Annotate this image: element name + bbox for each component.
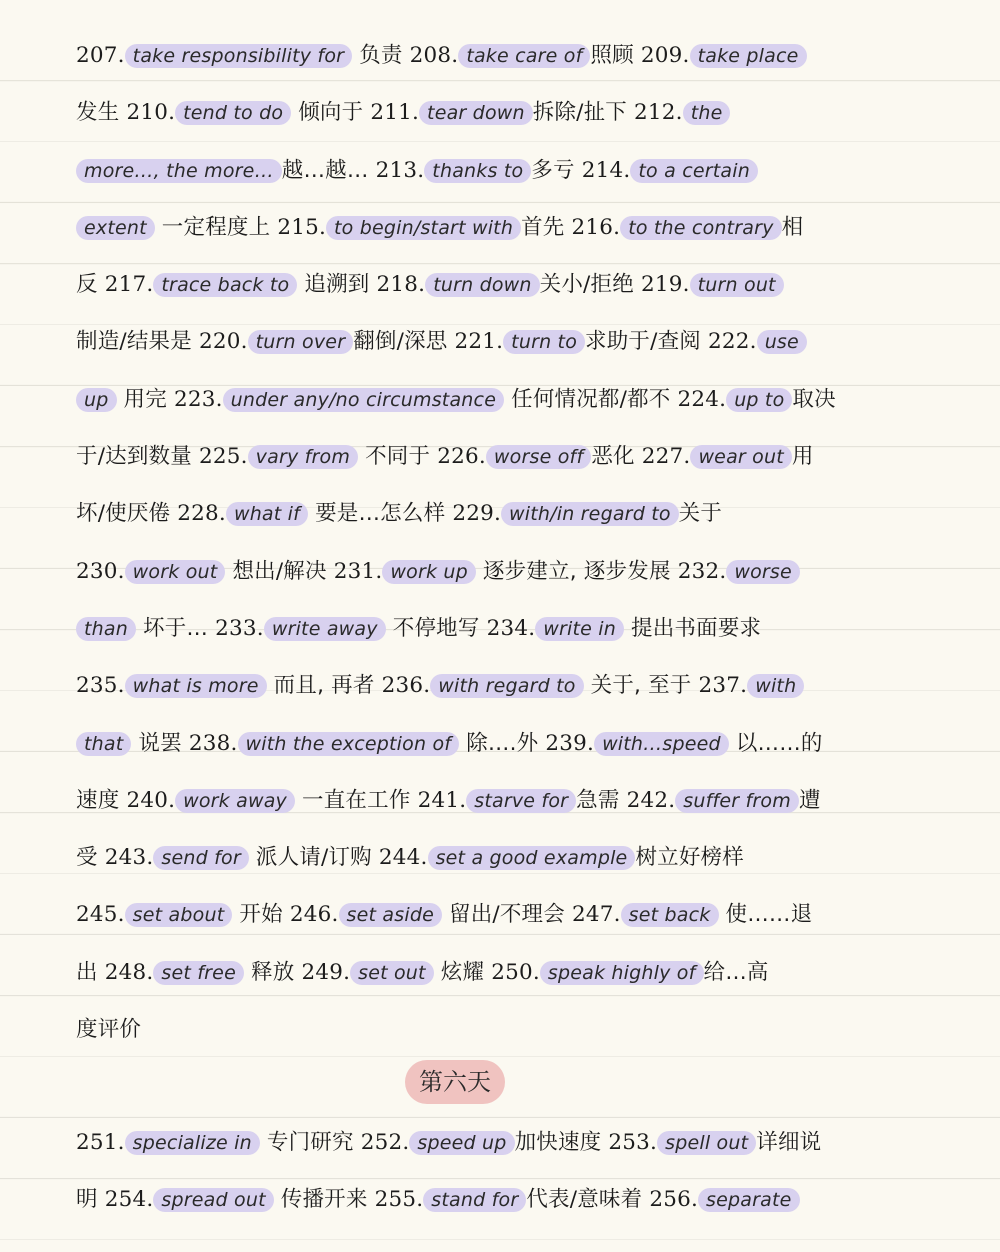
phrase-highlight: set back: [621, 903, 719, 927]
phrase-highlight: with: [747, 674, 804, 698]
chinese-meaning: 恶化: [591, 444, 642, 470]
chinese-meaning: 坏于…: [135, 615, 216, 641]
entry-number: 251.: [76, 1130, 125, 1155]
entry-number: 220.: [198, 329, 248, 355]
phrase-highlight: that: [76, 732, 131, 756]
chinese-meaning: 遭: [798, 787, 821, 813]
note-line: [76, 148, 926, 205]
phrase-highlight: wear out: [690, 445, 791, 469]
chinese-meaning: 用: [791, 444, 814, 470]
entry-number: 218.: [376, 272, 426, 298]
phrase-highlight: stand for: [423, 1188, 526, 1212]
chinese-meaning: 倾向于: [291, 100, 371, 126]
phrase-highlight: under any/no circumstance: [223, 388, 504, 412]
note-line: [76, 262, 926, 319]
entry-number: 255.: [374, 1187, 424, 1213]
entry-number: 242.: [626, 787, 676, 813]
phrase-highlight: turn to: [503, 330, 585, 354]
entry-number: 208.: [409, 43, 459, 68]
note-line: [76, 835, 926, 892]
phrase-highlight: with/in regard to: [501, 502, 679, 526]
chinese-meaning: 一直在工作: [295, 787, 418, 813]
entry-number: 223.: [173, 386, 223, 412]
chinese-meaning: 释放: [243, 959, 302, 985]
chinese-meaning: 发生: [76, 100, 127, 126]
note-line: [76, 319, 926, 376]
phrase-highlight: separate: [698, 1188, 800, 1212]
entry-number: 211.: [370, 100, 420, 126]
note-line: [76, 663, 926, 720]
entry-number: 246.: [289, 902, 339, 928]
chinese-meaning: 明: [76, 1187, 105, 1213]
entry-number: 209.: [640, 43, 690, 68]
phrase-highlight: send for: [153, 846, 248, 870]
note-line: [76, 434, 926, 491]
chinese-meaning: 出: [76, 959, 105, 985]
chinese-meaning: 留出/不理会: [441, 902, 572, 928]
entry-number: 237.: [698, 673, 748, 699]
entry-number: 232.: [677, 558, 727, 584]
phrase-highlight: specialize in: [125, 1131, 260, 1155]
entry-number: 236.: [381, 673, 431, 699]
chinese-meaning: 急需: [576, 787, 627, 813]
phrase-highlight: set a good example: [428, 846, 636, 870]
chinese-meaning: 树立好榜样: [635, 845, 744, 871]
chinese-meaning: 追溯到: [297, 272, 377, 298]
entry-number: 227.: [641, 444, 691, 470]
entry-number: 212.: [634, 100, 683, 126]
phrase-highlight: write in: [535, 617, 624, 641]
chinese-meaning: 开始: [232, 902, 290, 928]
chinese-meaning: 逐步建立, 逐步发展: [475, 558, 678, 584]
entry-number: 247.: [571, 902, 621, 928]
entry-number: 245.: [76, 902, 125, 928]
chinese-meaning: 负责: [352, 43, 410, 68]
entry-number: 248.: [104, 959, 154, 985]
entry-number: 235.: [76, 673, 125, 699]
entry-number: 243.: [104, 845, 154, 871]
entry-number: 224.: [677, 386, 727, 412]
entry-number: 230.: [76, 558, 125, 584]
entry-number: 225.: [198, 444, 248, 470]
phrase-highlight: with regard to: [430, 674, 583, 698]
entry-number: 240.: [126, 787, 176, 813]
chinese-meaning: 用完: [116, 386, 174, 412]
phrase-highlight: than: [76, 617, 136, 641]
note-line: [76, 33, 926, 90]
entry-number: 215.: [277, 214, 327, 240]
phrase-highlight: the: [683, 101, 731, 125]
phrase-highlight: work up: [382, 560, 476, 584]
note-line: [76, 950, 926, 1007]
chinese-meaning: 相: [781, 214, 804, 240]
chinese-meaning: 速度: [76, 787, 127, 813]
chinese-meaning: 要是…怎么样: [308, 501, 453, 527]
phrase-highlight: spell out: [657, 1131, 756, 1155]
chinese-meaning: 传播开来: [273, 1187, 375, 1213]
phrase-highlight: set free: [153, 961, 244, 985]
note-line: [76, 90, 926, 147]
note-line: [76, 1177, 926, 1234]
chinese-meaning: 取决: [792, 386, 836, 412]
entry-number: 217.: [104, 272, 154, 298]
note-line: [76, 721, 926, 778]
phrase-highlight: set about: [125, 903, 233, 927]
phrase-highlight: up: [76, 388, 117, 412]
note-line: [76, 1007, 926, 1064]
entry-number: 216.: [571, 214, 621, 240]
phrase-highlight: to the contrary: [620, 216, 781, 240]
entry-number: 234.: [486, 615, 536, 641]
entry-number: 239.: [545, 730, 595, 756]
phrase-highlight: write away: [264, 617, 386, 641]
chinese-meaning: 不停地写: [385, 615, 487, 641]
chinese-meaning: 任何情况都/都不: [504, 386, 678, 412]
phrase-highlight: turn out: [690, 273, 784, 297]
entry-number: 229.: [452, 501, 501, 527]
phrase-highlight: take care of: [458, 44, 590, 68]
phrase-highlight: speak highly of: [540, 961, 704, 985]
chinese-meaning: 而且, 再者: [266, 673, 382, 699]
entry-number: 221.: [454, 329, 504, 355]
phrase-highlight: with the exception of: [238, 732, 460, 756]
entry-number: 238.: [188, 730, 238, 756]
note-line: [76, 549, 926, 606]
chinese-meaning: 提出书面要求: [624, 615, 762, 641]
chinese-meaning: 关于, 至于: [583, 673, 699, 699]
chinese-meaning: 想出/解决: [225, 558, 334, 584]
entry-number: 228.: [177, 501, 226, 527]
chinese-meaning: 说罢: [131, 730, 189, 756]
chinese-meaning: 关小/拒绝: [539, 272, 641, 298]
chinese-meaning: 于/达到数量: [76, 444, 199, 470]
phrase-highlight: set aside: [339, 903, 442, 927]
entry-number: 231.: [333, 558, 383, 584]
day-heading: 第六天: [405, 1060, 505, 1104]
entry-number: 254.: [104, 1187, 154, 1213]
chinese-meaning: 反: [76, 272, 105, 298]
phrase-highlight: use: [757, 330, 807, 354]
chinese-meaning: 详细说: [756, 1130, 822, 1155]
chinese-meaning: 求助于/查阅: [585, 329, 709, 355]
phrase-highlight: suffer from: [675, 789, 799, 813]
note-line: [76, 377, 926, 434]
chinese-meaning: 照顾: [590, 43, 641, 68]
phrase-highlight: tear down: [419, 101, 533, 125]
chinese-meaning: 炫耀: [433, 959, 492, 985]
entry-number: 226.: [437, 444, 486, 470]
note-line: [76, 205, 926, 262]
phrase-highlight: up to: [726, 388, 792, 412]
entry-number: 219.: [640, 272, 690, 298]
chinese-meaning: 关于: [678, 501, 723, 527]
phrase-highlight: worse off: [486, 445, 591, 469]
entry-number: 233.: [215, 615, 264, 641]
phrase-list-day6: [76, 1120, 926, 1235]
chinese-meaning: 一定程度上: [154, 214, 278, 240]
entry-number: 252.: [360, 1130, 410, 1155]
phrase-list-day5: [76, 33, 926, 1064]
entry-number: 214.: [581, 157, 631, 183]
phrase-highlight: extent: [76, 216, 155, 240]
chinese-meaning: 拆除/扯下: [532, 100, 635, 126]
entry-number: 253.: [608, 1130, 658, 1155]
entry-number: 250.: [491, 959, 540, 985]
chinese-meaning: 度评价: [76, 1017, 142, 1043]
chinese-meaning: 给…高: [703, 959, 769, 985]
chinese-meaning: 越…越…: [281, 157, 376, 183]
phrase-highlight: with…speed: [594, 732, 729, 756]
phrase-highlight: take place: [690, 44, 807, 68]
chinese-meaning: 代表/意味着: [526, 1187, 650, 1213]
note-line: [76, 1120, 926, 1177]
note-line: [76, 892, 926, 949]
phrase-highlight: take responsibility for: [125, 44, 353, 68]
phrase-highlight: what if: [226, 502, 308, 526]
entry-number: 207.: [76, 43, 125, 68]
entry-number: 210.: [126, 100, 176, 126]
phrase-highlight: turn over: [248, 330, 354, 354]
chinese-meaning: 受: [76, 845, 105, 871]
entry-number: 256.: [649, 1187, 698, 1213]
phrase-highlight: spread out: [153, 1188, 273, 1212]
chinese-meaning: 多亏: [531, 157, 582, 183]
entry-number: 222.: [708, 329, 757, 355]
phrase-highlight: starve for: [466, 789, 576, 813]
entry-number: 249.: [301, 959, 351, 985]
phrase-highlight: to begin/start with: [326, 216, 521, 240]
phrase-highlight: worse: [726, 560, 800, 584]
note-line: [76, 778, 926, 835]
phrase-highlight: more…, the more…: [76, 159, 282, 183]
chinese-meaning: 派人请/订购: [248, 845, 379, 871]
chinese-meaning: 除….外: [459, 730, 546, 756]
phrase-highlight: vary from: [248, 445, 358, 469]
chinese-meaning: 翻倒/深思: [353, 329, 455, 355]
chinese-meaning: 以……的: [728, 730, 823, 756]
entry-number: 213.: [375, 157, 425, 183]
phrase-highlight: speed up: [409, 1131, 514, 1155]
phrase-highlight: work out: [125, 560, 226, 584]
phrase-highlight: set out: [350, 961, 434, 985]
chinese-meaning: 坏/使厌倦: [76, 501, 178, 527]
chinese-meaning: 制造/结果是: [76, 329, 199, 355]
phrase-highlight: turn down: [425, 273, 539, 297]
chinese-meaning: 不同于: [358, 444, 438, 470]
chinese-meaning: 使……退: [718, 902, 813, 928]
chinese-meaning: 专门研究: [259, 1130, 361, 1155]
chinese-meaning: 加快速度: [514, 1130, 609, 1155]
phrase-highlight: thanks to: [424, 159, 531, 183]
note-line: [76, 491, 926, 548]
chinese-meaning: 首先: [521, 214, 572, 240]
phrase-highlight: to a certain: [630, 159, 758, 183]
phrase-highlight: tend to do: [175, 101, 291, 125]
phrase-highlight: what is more: [125, 674, 267, 698]
phrase-highlight: trace back to: [153, 273, 297, 297]
entry-number: 244.: [378, 845, 428, 871]
entry-number: 241.: [417, 787, 467, 813]
note-line: [76, 606, 926, 663]
phrase-highlight: work away: [175, 789, 295, 813]
